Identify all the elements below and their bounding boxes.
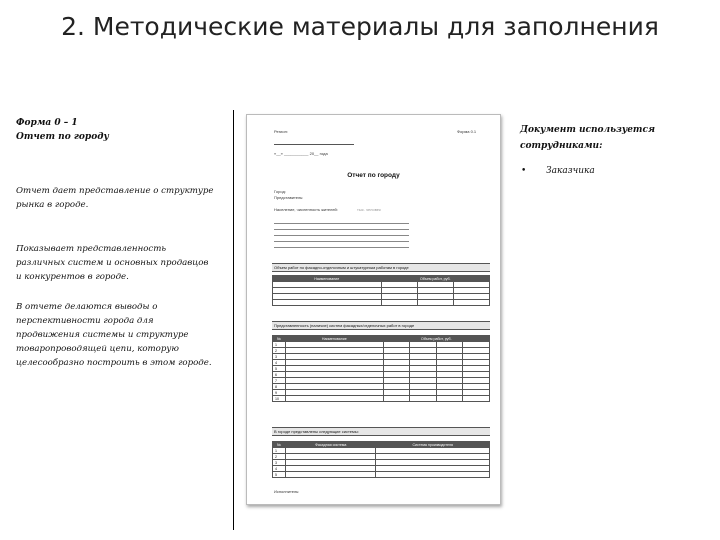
doc-date: «__» ___________ 20__ года [274, 151, 328, 156]
divider-line [233, 110, 234, 530]
doc-signature: Исполнитель: [274, 489, 300, 494]
t2-col-name: Наименование [286, 336, 384, 342]
right-item-customer: Заказчика [546, 166, 595, 176]
doc-text-lines [274, 219, 409, 248]
doc-line [274, 144, 354, 145]
doc-rep-label: Представитель: [274, 195, 304, 200]
doc-table-1 [272, 275, 490, 306]
doc-section-3: В городе представлены следующие системы: [272, 427, 490, 436]
doc-section-2: Представленность (наличие) систем фасадных/отделочных работ в городе [272, 321, 490, 330]
paragraph-representation: Показывает представленность различных систем и основных продавцов и конкурентов в городе. [16, 244, 209, 282]
right-heading: Документ используется сотрудниками: [520, 125, 656, 151]
form-number: Форма 0 – 1 [16, 118, 78, 128]
slide-title: 2. Методические материалы для заполнения [61, 12, 659, 41]
doc-region-label: Регион: [274, 129, 288, 134]
bullet-icon: • [521, 166, 527, 176]
doc-table-3: № Фасадная система Система производителя 1 2 3 4 5 [272, 441, 490, 478]
form-title [16, 116, 216, 144]
document-preview [246, 114, 501, 505]
doc-city-label: Город: [274, 189, 286, 194]
t3-col-no: № [273, 442, 286, 448]
doc-population-label: Население, численность жителей: [274, 207, 338, 212]
paragraph-conclusions: В отчете делаются выводы о перспективности города для продвижения системы и структуре товаропроводящей цепи, которую целесообразно построить в этом городе. [16, 302, 212, 368]
t2-col-volume: Объем работ, руб. [383, 336, 489, 342]
doc-table-2: № Наименование Объем работ, руб. 1 2 3 4 5 6 7 8 9 10 [272, 335, 490, 402]
t1-col-name: Наименование [273, 276, 382, 282]
paragraph-structure: Отчет дает представление о структуре рынка в городе. [16, 186, 214, 210]
t1-col-volume: Объем работ, руб. [381, 276, 490, 282]
form-name: Отчет по городу [16, 132, 109, 142]
t3-col-system: Фасадная система [286, 442, 376, 448]
doc-form-number: Форма 0.1 [457, 129, 477, 134]
doc-population-unit: тыс. человек [357, 207, 381, 212]
doc-name: Отчет по городу [347, 172, 400, 179]
doc-section-1: Объем работ по фасадно-отделочным и штукатурным работам в городе [272, 263, 490, 272]
t3-col-sample: Система производителя [376, 442, 490, 448]
t2-col-no: № [273, 336, 286, 342]
